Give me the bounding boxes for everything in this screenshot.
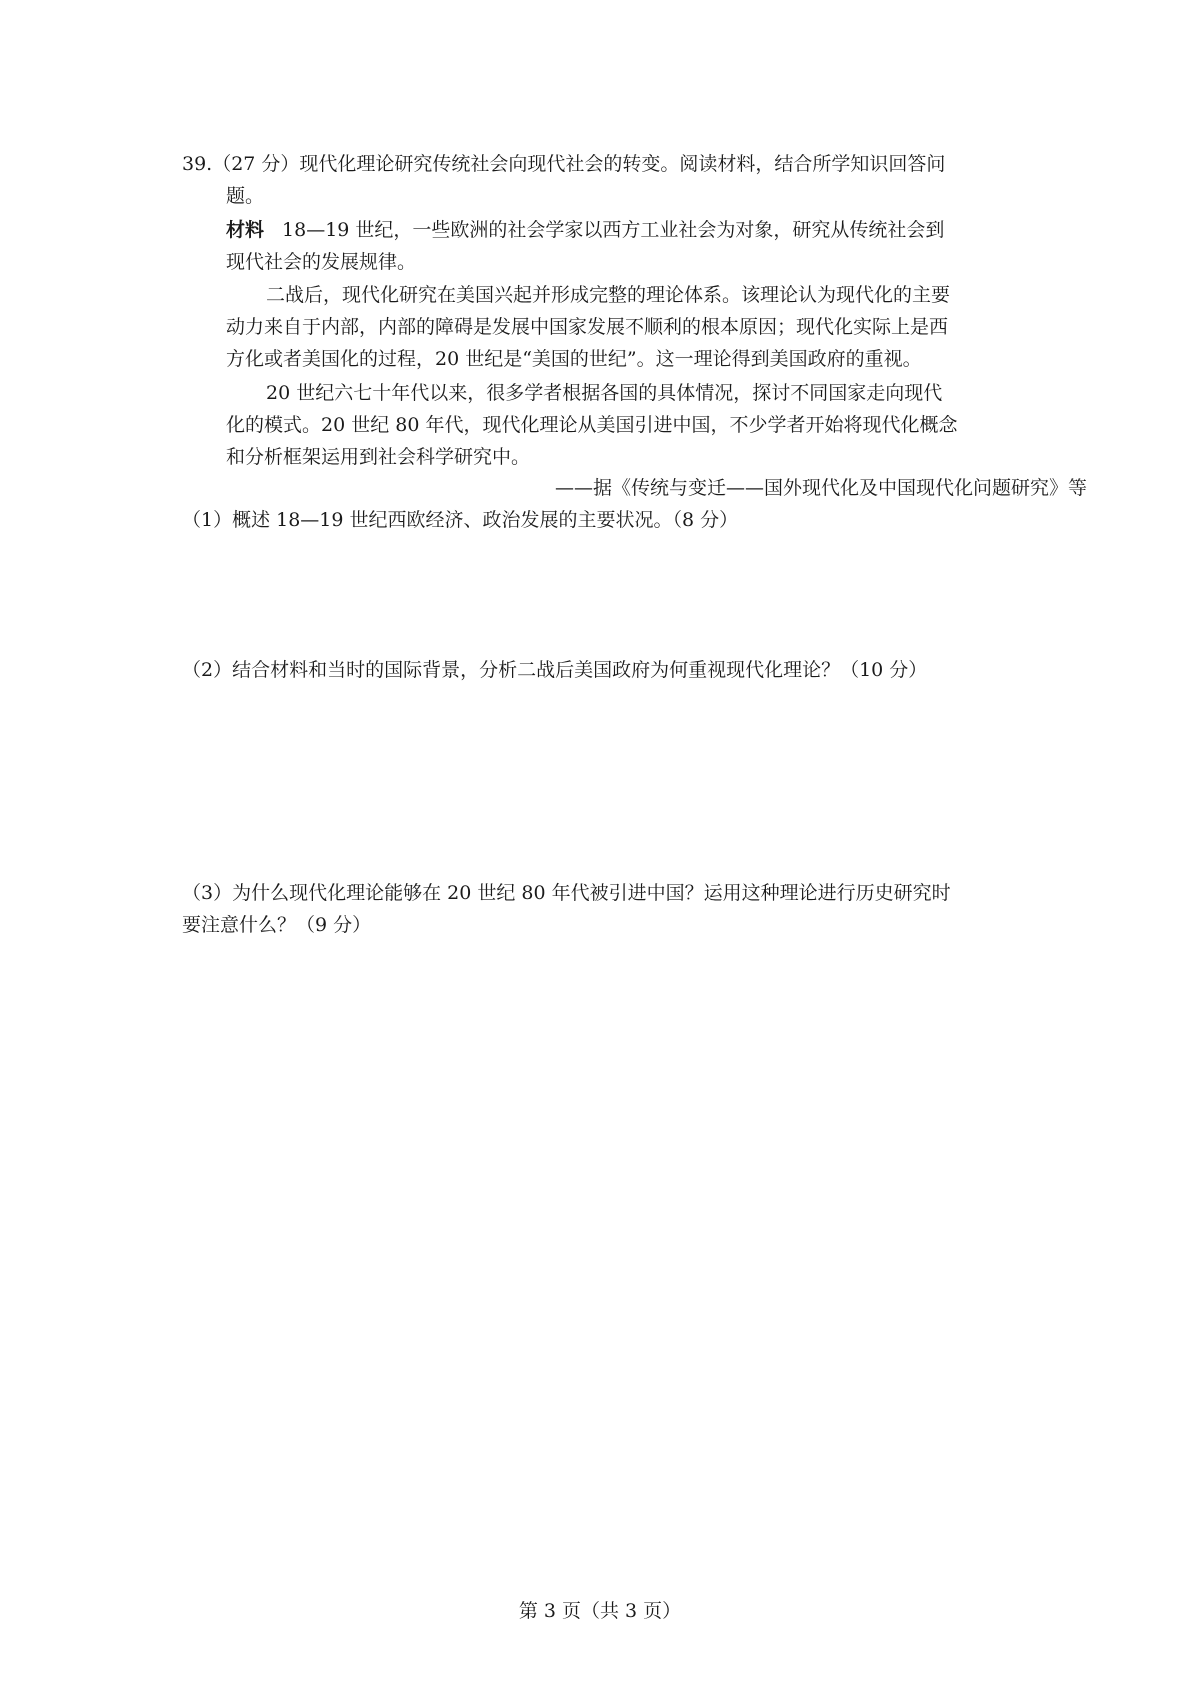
question-title-text: （27 分）现代化理论研究传统社会向现代社会的转变。阅读材料，结合所学知识回答问 [212, 153, 946, 175]
material-p3-line1: 20 世纪六七十年代以来，很多学者根据各国的具体情况，探讨不同国家走向现代 [266, 382, 943, 404]
material-label: 材料 [226, 219, 265, 241]
subquestion-3-continued: 要注意什么？（9 分） [182, 914, 372, 936]
material-p1-line2: 现代社会的发展规律。 [226, 251, 417, 273]
material-p3-line2: 化的模式。20 世纪 80 年代，现代化理论从美国引进中国，不少学者开始将现代化概念 [226, 414, 958, 436]
question-number: 39. [182, 153, 213, 175]
page-footer: 第 3 页（共 3 页） [518, 1600, 682, 1622]
subquestion-2: （2）结合材料和当时的国际背景，分析二战后美国政府为何重视现代化理论？（10 分） [182, 659, 928, 681]
material-p2-line2: 动力来自于内部，内部的障碍是发展中国家发展不顺利的根本原因；现代化实际上是西 [226, 316, 949, 338]
material-p2-line1: 二战后，现代化研究在美国兴起并形成完整的理论体系。该理论认为现代化的主要 [266, 284, 951, 306]
material-paragraph-1 [226, 216, 944, 244]
material-p1-line1: 18—19 世纪，一些欧洲的社会学家以西方工业社会为对象，研究从传统社会到 [282, 219, 945, 241]
question-title-continued: 题。 [226, 185, 265, 207]
subquestion-1: （1）概述 18—19 世纪西欧经济、政治发展的主要状况。（8 分） [182, 509, 739, 531]
question-title [182, 150, 1022, 178]
material-p3-line3: 和分析框架运用到社会科学研究中。 [226, 446, 531, 468]
material-source: ——据《传统与变迁——国外现代化及中国现代化问题研究》等 [555, 477, 1088, 499]
subquestion-3: （3）为什么现代化理论能够在 20 世纪 80 年代被引进中国？运用这种理论进行历史研究时 [182, 882, 951, 904]
material-p2-line3: 方化或者美国化的过程，20 世纪是“美国的世纪”。这一理论得到美国政府的重视。 [226, 348, 922, 370]
